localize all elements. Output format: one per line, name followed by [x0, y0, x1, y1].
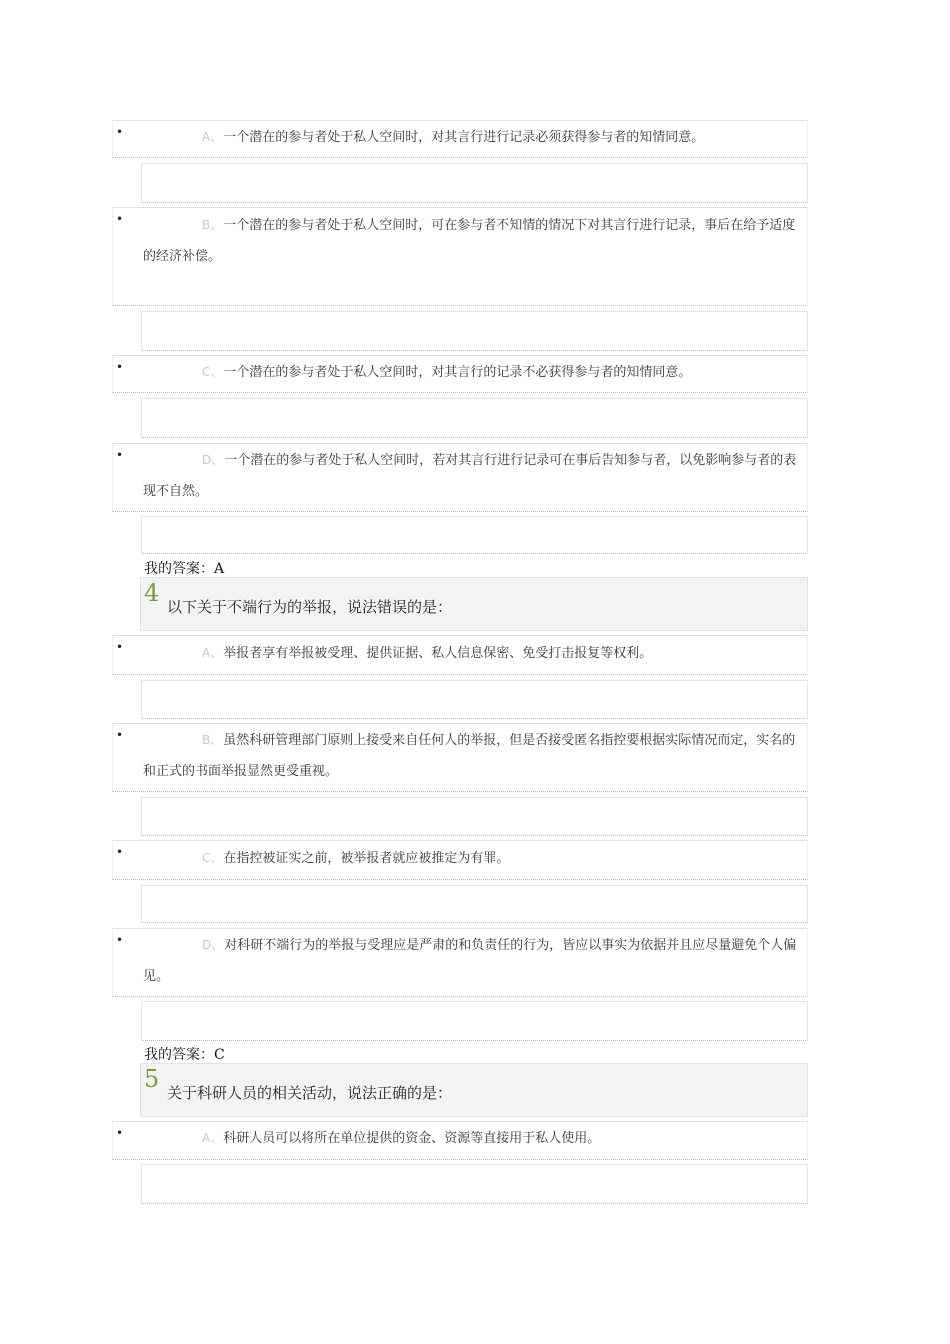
option-label: 虽然科研管理部门原则上接受来自任何人的举报，但是否接受匿名指控要根据实际情况而定，实名的和正式的书面举报显然更受重视。: [143, 733, 796, 779]
option-letter: A: [202, 646, 211, 660]
bullet-icon: •: [116, 640, 124, 654]
bullet-icon: •: [116, 212, 124, 226]
option-letter: A: [202, 1131, 211, 1145]
option-letter: D: [202, 938, 212, 952]
bullet-icon: •: [116, 728, 124, 742]
option-letter: C: [202, 851, 211, 865]
question-number: 4: [144, 579, 160, 607]
option-separator: 、: [210, 646, 224, 661]
option-label: 科研人员可以将所在单位提供的资金、资源等直接用于私人使用。: [223, 1131, 601, 1146]
option-letter: B: [202, 733, 211, 747]
option-text: [143, 210, 803, 272]
option-label: 一个潜在的参与者处于私人空间时，对其言行的记录不必获得参与者的知情同意。: [223, 365, 692, 380]
question-number: 5: [144, 1065, 160, 1093]
question-header-4: [140, 577, 808, 631]
option-label: 一个潜在的参与者处于私人空间时，可在参与者不知情的情况下对其言行进行记录，事后在给予适度的经济补偿。: [143, 218, 796, 264]
option-label: 对科研不端行为的举报与受理应是严肃的和负责任的行为，皆应以事实为依据并且应尽量避免个人偏见。: [143, 938, 797, 984]
option-separator: 、: [210, 733, 224, 748]
option-text: [143, 122, 803, 153]
option-text: [143, 638, 803, 669]
option-text: [143, 843, 803, 874]
option-label: 一个潜在的参与者处于私人空间时，对其言行进行记录必须获得参与者的知情同意。: [223, 130, 705, 145]
bullet-icon: •: [116, 125, 124, 139]
option-text: [143, 725, 803, 787]
option-separator: 、: [211, 453, 225, 468]
answer-spacer: [141, 398, 808, 438]
bullet-icon: •: [116, 1126, 124, 1140]
option-row-q4-d[interactable]: [112, 928, 808, 997]
option-row-q3-b[interactable]: [112, 207, 808, 306]
option-row-q5-a[interactable]: [112, 1121, 808, 1160]
option-separator: 、: [210, 365, 224, 380]
bullet-icon: •: [116, 933, 124, 947]
option-row-q3-d[interactable]: [112, 443, 808, 512]
option-separator: 、: [210, 130, 224, 145]
bullet-icon: •: [116, 845, 124, 859]
option-row-q4-b[interactable]: [112, 723, 808, 792]
answer-spacer: [141, 163, 808, 203]
option-row-q4-a[interactable]: [112, 635, 808, 675]
option-separator: 、: [210, 1131, 224, 1146]
answer-spacer: [141, 797, 808, 836]
option-row-q3-a[interactable]: [112, 120, 808, 158]
option-row-q3-c[interactable]: [112, 355, 808, 393]
question-text: 以下关于不端行为的举报，说法错误的是：: [167, 598, 453, 616]
option-text: [143, 445, 803, 507]
option-letter: D: [202, 453, 212, 467]
answer-spacer: [141, 680, 808, 719]
option-letter: C: [202, 365, 211, 379]
answer-spacer: [141, 1001, 808, 1041]
option-label: 在指控被证实之前，被举报者就应被推定为有罪。: [223, 851, 510, 866]
answer-spacer: [141, 885, 808, 923]
my-answer: 我的答案：C: [144, 1047, 225, 1063]
option-separator: 、: [210, 851, 224, 866]
question-text: 关于科研人员的相关活动，说法正确的是：: [167, 1084, 453, 1102]
option-text: [143, 930, 803, 992]
option-label: 举报者享有举报被受理、提供证据、私人信息保密、免受打击报复等权利。: [223, 646, 653, 661]
answer-spacer: [141, 311, 808, 351]
bullet-icon: •: [116, 360, 124, 374]
option-separator: 、: [211, 938, 225, 953]
option-letter: B: [202, 218, 211, 232]
option-letter: A: [202, 130, 211, 144]
answer-spacer: [141, 516, 808, 554]
option-label: 一个潜在的参与者处于私人空间时，若对其言行进行记录可在事后告知参与者，以免影响参与者的表现不自然。: [143, 453, 797, 499]
bullet-icon: •: [116, 448, 124, 462]
option-separator: 、: [210, 218, 224, 233]
my-answer: 我的答案：A: [144, 561, 225, 577]
question-header-5: [140, 1063, 808, 1117]
option-text: [143, 357, 803, 388]
option-text: [143, 1123, 803, 1154]
option-row-q4-c[interactable]: [112, 840, 808, 880]
answer-spacer: [141, 1164, 808, 1204]
